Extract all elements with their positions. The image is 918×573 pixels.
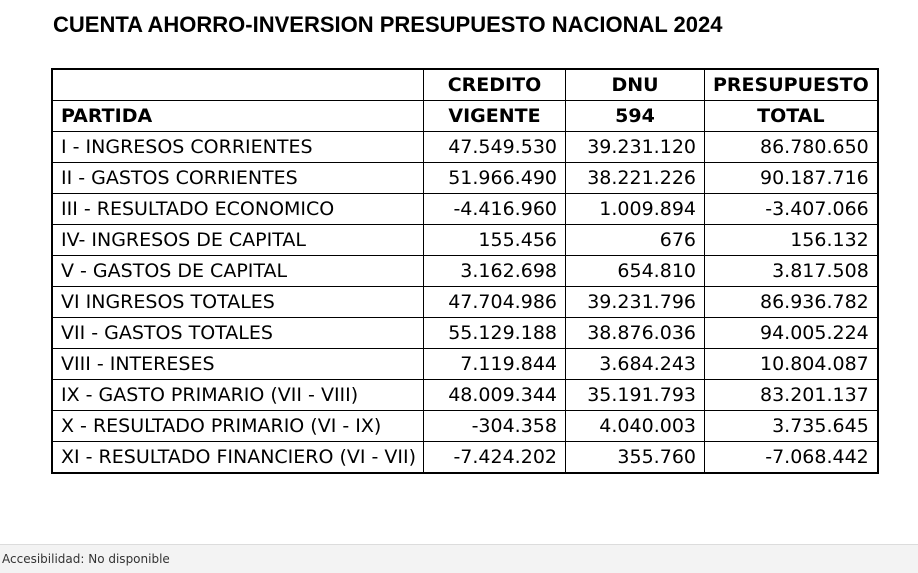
status-bar	[0, 544, 918, 573]
dnu-cell: 38.876.036	[566, 318, 705, 349]
partida-cell: V - GASTOS DE CAPITAL	[52, 256, 424, 287]
document-title: CUENTA AHORRO-INVERSION PRESUPUESTO NACIONAL 2024	[53, 12, 723, 37]
header-total: TOTAL	[705, 101, 878, 132]
credito-cell: 47.549.530	[424, 132, 566, 163]
table-row	[52, 442, 878, 474]
credito-cell: 51.966.490	[424, 163, 566, 194]
table-row	[52, 132, 878, 163]
partida-cell: IX - GASTO PRIMARIO (VII - VIII)	[52, 380, 424, 411]
table-row	[52, 411, 878, 442]
header-dnu: DNU	[566, 69, 705, 101]
total-cell: 83.201.137	[705, 380, 878, 411]
dnu-cell: 39.231.120	[566, 132, 705, 163]
table-row	[52, 287, 878, 318]
total-cell: 94.005.224	[705, 318, 878, 349]
credito-cell: 55.129.188	[424, 318, 566, 349]
table-row	[52, 380, 878, 411]
dnu-cell: 676	[566, 225, 705, 256]
total-cell: 3.817.508	[705, 256, 878, 287]
total-cell: 86.780.650	[705, 132, 878, 163]
header-partida: PARTIDA	[52, 101, 424, 132]
dnu-cell: 654.810	[566, 256, 705, 287]
partida-cell: I - INGRESOS CORRIENTES	[52, 132, 424, 163]
dnu-cell: 4.040.003	[566, 411, 705, 442]
header-presupuesto: PRESUPUESTO	[705, 69, 878, 101]
table-row	[52, 318, 878, 349]
partida-cell: VIII - INTERESES	[52, 349, 424, 380]
table-row	[52, 194, 878, 225]
header-594: 594	[566, 101, 705, 132]
table-row	[52, 163, 878, 194]
dnu-cell: 39.231.796	[566, 287, 705, 318]
partida-cell: XI - RESULTADO FINANCIERO (VI - VII)	[52, 442, 424, 474]
header-row-1	[52, 69, 878, 101]
partida-cell: IV- INGRESOS DE CAPITAL	[52, 225, 424, 256]
partida-cell: VI INGRESOS TOTALES	[52, 287, 424, 318]
credito-cell: 48.009.344	[424, 380, 566, 411]
partida-cell: III - RESULTADO ECONOMICO	[52, 194, 424, 225]
total-cell: 86.936.782	[705, 287, 878, 318]
credito-cell: -4.416.960	[424, 194, 566, 225]
credito-cell: 3.162.698	[424, 256, 566, 287]
dnu-cell: 1.009.894	[566, 194, 705, 225]
accessibility-status[interactable]: Accesibilidad: No disponible	[2, 552, 170, 566]
budget-table	[51, 68, 879, 474]
total-cell: 90.187.716	[705, 163, 878, 194]
total-cell: 156.132	[705, 225, 878, 256]
header-cell-empty	[52, 69, 424, 101]
total-cell: -7.068.442	[705, 442, 878, 474]
dnu-cell: 38.221.226	[566, 163, 705, 194]
table-row	[52, 225, 878, 256]
dnu-cell: 3.684.243	[566, 349, 705, 380]
dnu-cell: 35.191.793	[566, 380, 705, 411]
header-row-2	[52, 101, 878, 132]
header-credito: CREDITO	[424, 69, 566, 101]
total-cell: 3.735.645	[705, 411, 878, 442]
dnu-cell: 355.760	[566, 442, 705, 474]
partida-cell: II - GASTOS CORRIENTES	[52, 163, 424, 194]
credito-cell: 7.119.844	[424, 349, 566, 380]
credito-cell: 155.456	[424, 225, 566, 256]
header-vigente: VIGENTE	[424, 101, 566, 132]
total-cell: 10.804.087	[705, 349, 878, 380]
table-row	[52, 256, 878, 287]
total-cell: -3.407.066	[705, 194, 878, 225]
credito-cell: -304.358	[424, 411, 566, 442]
partida-cell: X - RESULTADO PRIMARIO (VI - IX)	[52, 411, 424, 442]
credito-cell: 47.704.986	[424, 287, 566, 318]
credito-cell: -7.424.202	[424, 442, 566, 474]
table-row	[52, 349, 878, 380]
partida-cell: VII - GASTOS TOTALES	[52, 318, 424, 349]
